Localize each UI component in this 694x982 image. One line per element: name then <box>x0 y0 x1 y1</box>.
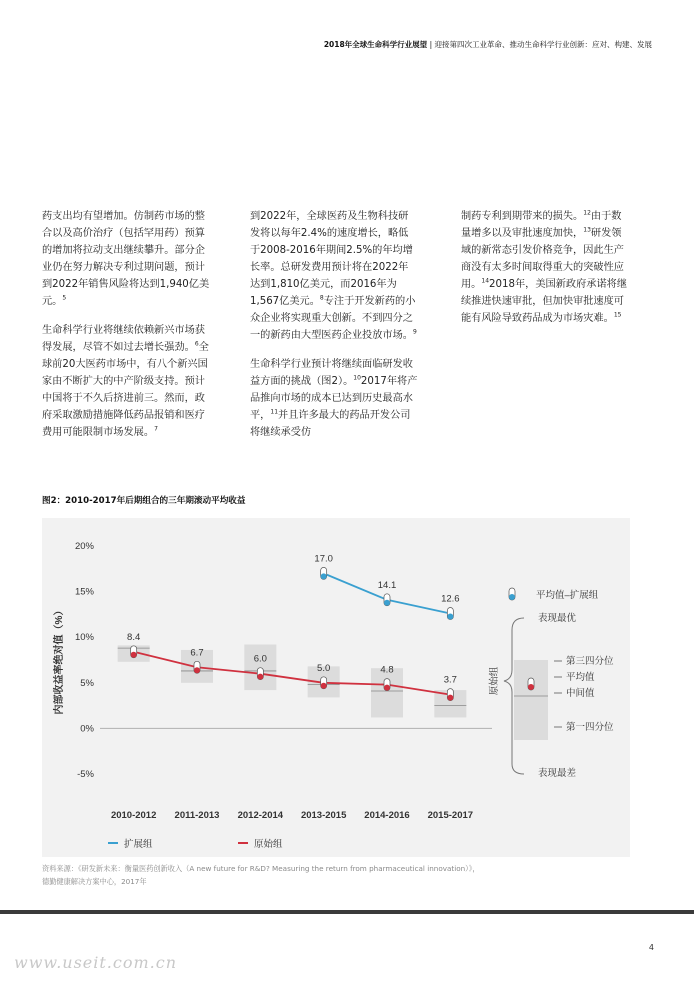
x-tick-label: 2012-2014 <box>237 810 284 821</box>
footnote-ref: 14 <box>481 277 490 285</box>
legend-group-label: 原始组 <box>489 666 500 696</box>
legend-row-label: 中间值 <box>566 688 595 699</box>
footnote-ref: 12 <box>583 209 591 217</box>
paragraph-text: 2017年将产品推向市场的成本已达到历史最高水平， <box>250 376 418 421</box>
mean-marker-fill <box>384 600 390 606</box>
running-header <box>324 39 652 50</box>
x-tick-label: 2013-2015 <box>300 810 347 821</box>
paragraph-text: 生命科学行业预计将继续面临研发收益方面的挑战（图2）。 <box>250 359 413 387</box>
mean-marker-fill <box>257 674 263 680</box>
y-tick-label: 10% <box>74 632 94 644</box>
footnote-ref: 8 <box>319 294 324 302</box>
irr-chart <box>42 518 630 857</box>
footnote-ref: 6 <box>194 340 199 348</box>
footnote-ref: 7 <box>154 425 158 433</box>
legend-row-label: 表现最差 <box>538 768 577 779</box>
mean-marker-fill <box>447 613 453 619</box>
footnote-ref: 13 <box>583 226 591 234</box>
paragraph <box>461 208 629 327</box>
legend-box <box>514 660 548 740</box>
paragraph-text: 到2022年，全球医药及生物科技研发将以每年2.4%的速度增长，略低于2008-2016年期间2.5%的年均增长率。总研发费用预计将在2022年达到1,810亿美元，而2016年为1,567亿美元。 <box>250 211 413 307</box>
legend-mean-marker-fill <box>528 684 534 690</box>
footnote-ref: 15 <box>613 311 622 319</box>
legend-row-label: 表现最优 <box>538 613 577 624</box>
data-label: 6.7 <box>190 647 204 659</box>
mean-marker-fill <box>384 685 390 691</box>
legend-label: 原始组 <box>254 839 283 850</box>
paragraph <box>42 322 210 441</box>
watermark: www.useit.com.cn <box>14 953 178 972</box>
text-column-2 <box>250 208 418 453</box>
header-separator: | <box>429 40 433 49</box>
figure-title: 图2：2010-2017年后期组合的三年期滚动平均收益 <box>42 496 246 506</box>
text-column-3 <box>461 208 629 339</box>
data-label: 3.7 <box>443 674 457 686</box>
legend-row-label: 第三四分位 <box>566 656 614 667</box>
report-subtitle: 迎接第四次工业革命、推动生命科学行业创新：应对、构建、发展 <box>434 40 652 49</box>
paragraph <box>250 208 418 344</box>
paragraph-text: 由于数量增多以及审批速度加快， <box>461 211 622 239</box>
paragraph <box>42 208 210 310</box>
source-line: 德勤健康解决方案中心，2017年 <box>42 877 147 886</box>
legend-row-label: 第一四分位 <box>566 722 614 733</box>
mean-marker-fill <box>194 667 200 673</box>
data-label: 6.0 <box>253 653 267 665</box>
text-column-1 <box>42 208 210 453</box>
mean-marker-fill <box>321 683 327 689</box>
y-tick-label: 20% <box>74 541 94 552</box>
paragraph <box>250 356 418 441</box>
data-label: 17.0 <box>314 553 333 565</box>
x-tick-label: 2010-2012 <box>110 810 157 821</box>
data-label: 12.6 <box>441 593 460 605</box>
paragraph-text: 制药专利到期带来的损失。 <box>461 211 584 222</box>
paragraph-text: 研发领域的新常态引发价格竞争，因此生产商没有太多时间取得重大的突破性应用。 <box>461 228 624 290</box>
report-title: 2018年全球生命科学行业展望 <box>323 40 428 49</box>
footnote-ref: 10 <box>353 374 361 382</box>
paragraph-text: 生命科学行业将继续依赖新兴市场获得发展，尽管不如过去增长强劲。 <box>42 325 205 353</box>
x-tick-label: 2015-2017 <box>427 810 474 821</box>
paragraph-text: 并且许多最大的药品开发公司将继续承受仿 <box>250 410 411 438</box>
paragraph-text: 2018年，美国新政府承诺将继续推进快速审批，但加快审批速度可能有风险导致药品成为市场灾难。 <box>461 279 628 324</box>
x-tick-label: 2014-2016 <box>364 810 410 821</box>
legend-label: 扩展组 <box>124 839 153 850</box>
paragraph-text: 专注于开发新药的小众企业将实现重大创新。不到四分之一的新药由大型医药企业投放市场。 <box>250 296 416 341</box>
legend-marker-label: 平均值–扩展组 <box>536 590 599 601</box>
legend-marker-fill <box>509 594 515 600</box>
footnote-ref: 9 <box>413 328 417 336</box>
paragraph-text: 药支出均有望增加。仿制药市场的整合以及高价治疗（包括罕用药）预算的增加将拉动支出继续攀升。部分企业仍在努力解决专利过期问题，预计到2022年销售风险将达到1,940亿美元。 <box>42 211 210 307</box>
data-label: 14.1 <box>377 579 397 591</box>
legend-row-label: 平均值 <box>566 672 595 683</box>
data-label: 5.0 <box>317 662 331 674</box>
y-tick-label: -5% <box>77 769 94 780</box>
quartile-box <box>244 644 276 690</box>
y-tick-label: 5% <box>80 677 94 689</box>
y-axis-label: 内部收益率绝对值（%） <box>54 605 65 715</box>
mean-marker-fill <box>447 695 453 701</box>
data-label: 4.8 <box>380 664 394 676</box>
source-line: 资料来源：《研发新未来：衡量医药创新收入（A new future for R&D? Measuring the return from pharmaceutical innovation）》， <box>42 864 480 873</box>
mean-marker-fill <box>321 573 327 579</box>
x-tick-label: 2011-2013 <box>174 810 220 821</box>
footnote-ref: 5 <box>62 294 67 302</box>
page-number: 4 <box>648 943 654 952</box>
mean-marker-fill <box>131 652 137 658</box>
footnote-ref: 11 <box>270 408 279 416</box>
source-note <box>42 862 522 888</box>
y-tick-label: 0% <box>80 723 94 735</box>
footer-rule <box>0 910 694 914</box>
data-label: 8.4 <box>127 631 141 643</box>
y-tick-label: 15% <box>74 586 94 598</box>
paragraph-text: 全球前20大医药市场中，有八个新兴国家由不断扩大的中产阶级支持。预计中国将于不久后挤进前三。然而，政府采取激励措施降低药品报销和医疗费用可能限制市场发展。 <box>42 342 209 438</box>
chart-panel <box>42 518 630 857</box>
